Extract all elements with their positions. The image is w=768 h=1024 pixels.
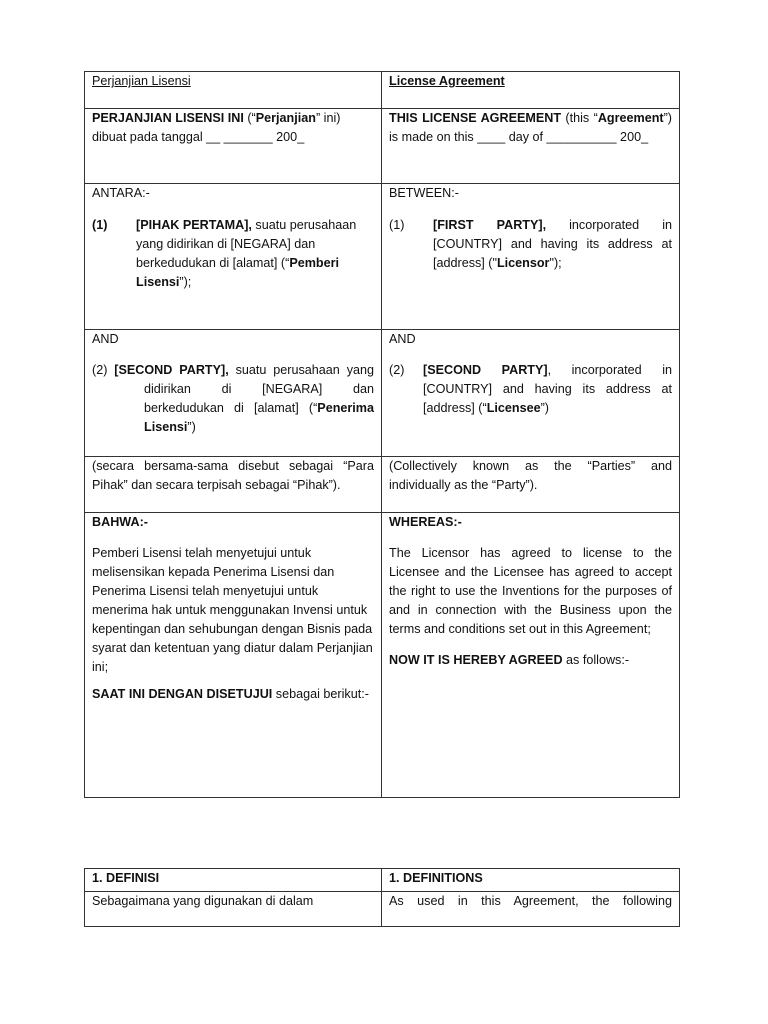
header-en: License Agreement bbox=[389, 74, 505, 88]
title-id-cell bbox=[85, 109, 382, 184]
definitions-body-row bbox=[85, 892, 680, 927]
header-id-cell bbox=[85, 72, 382, 109]
second-party-id-end: ”) bbox=[187, 420, 196, 434]
second-party-en-label: AND bbox=[389, 332, 416, 346]
second-party-en-desc: , incorporated in [COUNTRY] and having its address at [address] (“ bbox=[423, 363, 673, 415]
definitions-en-body-cell bbox=[382, 892, 680, 927]
definitions-en-header-cell bbox=[382, 869, 680, 892]
first-party-id-item bbox=[92, 216, 374, 292]
whereas-row bbox=[85, 513, 680, 798]
agreed-id-paragraph bbox=[92, 685, 374, 704]
first-party-id-cell bbox=[85, 184, 382, 330]
definitions-id-text: Sebagaimana yang digunakan di dalam bbox=[92, 894, 314, 908]
title-id-bold: PERJANJIAN LISENSI INI bbox=[92, 111, 244, 125]
title-row bbox=[85, 109, 680, 184]
first-party-en-defined-term: Licensor bbox=[496, 256, 550, 270]
second-party-id-paragraph bbox=[92, 361, 374, 437]
second-party-id-defined-term: Penerima Lisensi bbox=[144, 401, 374, 434]
second-party-en-number: (2) bbox=[389, 363, 405, 377]
first-party-id-desc: suatu perusahaan yang didirikan di [NEGARA] dan berkedudukan di [alamat] (“ bbox=[136, 218, 357, 270]
second-party-row bbox=[85, 330, 680, 457]
first-party-en-number: (1) bbox=[389, 218, 405, 232]
title-en-text-1: (this “ bbox=[561, 111, 598, 125]
agreed-id-bold: SAAT INI DENGAN DISETUJUI bbox=[92, 687, 273, 701]
first-party-id-bold: [PIHAK PERTAMA], bbox=[136, 218, 252, 232]
title-en-text-2: ”) is made on this ____ day of __________ 200_ bbox=[389, 111, 672, 144]
title-id-text-2: ” ini) dibuat pada tanggal __ _______ 200_ bbox=[92, 111, 341, 144]
definitions-en-text: As used in this Agreement, the following bbox=[389, 894, 672, 908]
definitions-header-row bbox=[85, 869, 680, 892]
second-party-en-end: ”) bbox=[540, 401, 549, 415]
agreement-table bbox=[84, 71, 680, 798]
agreed-en-rest: as follows:- bbox=[562, 653, 630, 667]
first-party-en-end: "); bbox=[549, 256, 562, 270]
definitions-id-body-cell bbox=[85, 892, 382, 927]
second-party-en-text bbox=[423, 361, 672, 418]
first-party-row bbox=[85, 184, 680, 330]
collectively-id-text: (secara bersama-sama disebut sebagai “Para Pihak” dan secara terpisah sebagai “Pihak”). bbox=[92, 459, 374, 492]
second-party-en-item bbox=[389, 361, 672, 418]
agreed-id-rest: sebagai berikut:- bbox=[272, 687, 369, 701]
definitions-id-header-cell bbox=[85, 869, 382, 892]
second-party-en-defined-term: Licensee bbox=[486, 401, 541, 415]
first-party-id-defined-term: Pemberi Lisensi bbox=[136, 256, 340, 289]
whereas-id-text: Pemberi Lisensi telah menyetujui untuk melisensikan kepada Penerima Lisensi dan Penerima Lisensi telah menyetujui untuk menerima hak untuk menggunakan Invensi untuk kepentingan dan sehubungan dengan Bisnis pada syarat dan ketentuan yang diatur dalam Perjanjian ini; bbox=[92, 546, 373, 674]
second-party-en-cell bbox=[382, 330, 680, 457]
title-en-paragraph bbox=[389, 109, 672, 147]
first-party-id-end: ”); bbox=[179, 275, 192, 289]
first-party-en-label: BETWEEN:- bbox=[389, 186, 459, 200]
whereas-en-cell bbox=[382, 513, 680, 798]
whereas-en-text: The Licensor has agreed to license to the Licensee and the Licensee has agreed to accept the right to use the Inventions for the purposes of and in connection with the Business upon the terms and conditions set out in this Agreement; bbox=[389, 546, 672, 636]
definitions-table bbox=[84, 868, 680, 927]
definitions-en-header: 1. DEFINITIONS bbox=[389, 871, 483, 885]
title-en-bold: THIS LICENSE AGREEMENT bbox=[389, 111, 562, 125]
title-id-text-1: (“ bbox=[243, 111, 256, 125]
title-en-cell bbox=[382, 109, 680, 184]
collectively-row bbox=[85, 457, 680, 513]
header-id: Perjanjian Lisensi bbox=[92, 74, 191, 88]
second-party-id-bold: [SECOND PARTY], bbox=[114, 363, 229, 377]
first-party-id-number: (1) bbox=[92, 218, 108, 232]
first-party-en-bold: [FIRST PARTY], bbox=[433, 218, 547, 232]
agreed-en-bold: NOW IT IS HEREBY AGREED bbox=[389, 653, 563, 667]
header-row bbox=[85, 72, 680, 109]
title-id-paragraph bbox=[92, 109, 374, 147]
first-party-en-cell bbox=[382, 184, 680, 330]
collectively-en-cell bbox=[382, 457, 680, 513]
second-party-en-bold: [SECOND PARTY] bbox=[423, 363, 548, 377]
first-party-en-text bbox=[433, 216, 672, 273]
title-en-defined-term: Agreement bbox=[597, 111, 664, 125]
collectively-id-cell bbox=[85, 457, 382, 513]
second-party-id-cell bbox=[85, 330, 382, 457]
first-party-en-desc: incorporated in [COUNTRY] and having its address at [address] (" bbox=[433, 218, 673, 270]
second-party-id-label: AND bbox=[92, 332, 119, 346]
collectively-en-text: (Collectively known as the “Parties” and individually as the “Party”). bbox=[389, 459, 672, 492]
first-party-id-label: ANTARA:- bbox=[92, 186, 150, 200]
first-party-id-text bbox=[136, 216, 374, 292]
first-party-en-item bbox=[389, 216, 672, 273]
definitions-id-header: 1. DEFINISI bbox=[92, 871, 160, 885]
whereas-en-label: WHEREAS:- bbox=[389, 515, 462, 529]
whereas-id-label: BAHWA:- bbox=[92, 515, 148, 529]
title-id-defined-term: Perjanjian bbox=[255, 111, 316, 125]
second-party-id-desc: suatu perusahaan yang didirikan di [NEGARA] dan berkedudukan di [alamat] (“ bbox=[144, 363, 375, 415]
whereas-id-cell bbox=[85, 513, 382, 798]
second-party-id-number: (2) bbox=[92, 363, 108, 377]
agreed-en-paragraph bbox=[389, 651, 672, 670]
header-en-cell bbox=[382, 72, 680, 109]
